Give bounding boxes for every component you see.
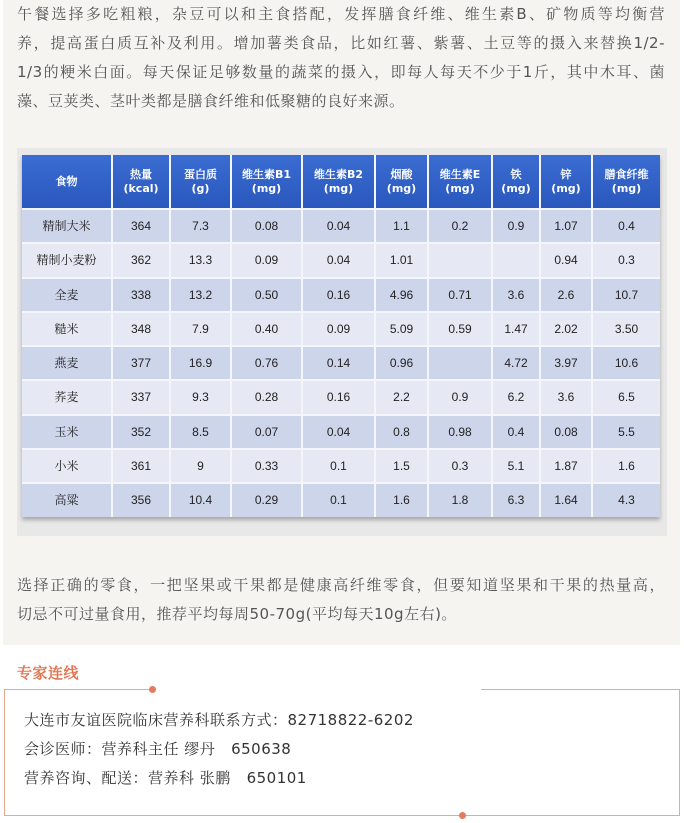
vitamin-b1-cell: 0.29 <box>232 484 301 516</box>
header-unit: (kcal) <box>123 181 159 195</box>
paragraph-line: 选择正确的零食，一把坚果或干果都是健康高纤维零食，但要知道坚果和干果的热量高， <box>17 576 665 594</box>
expert-section-title: 专家连线 <box>17 664 80 682</box>
fiber-cell: 0.3 <box>593 244 660 276</box>
niacin-cell: 1.01 <box>376 244 427 276</box>
iron-cell: 4.72 <box>493 347 539 379</box>
header-unit: (mg) <box>323 181 354 195</box>
contact-line: 大连市友谊医院临床营养科联系方式：82718822-6202 <box>24 711 414 729</box>
vitamin-b2-cell: 0.09 <box>303 313 374 345</box>
paragraph-line: 切忌不可过量食用，推荐平均每周50-70g(平均每天10g左右)。 <box>17 605 457 623</box>
frame-line-right <box>679 689 680 816</box>
fiber-cell: 10.7 <box>593 279 660 311</box>
header-unit: (mg) <box>611 181 642 195</box>
paragraph-line: 午餐选择多吃粗粮，杂豆可以和主食搭配，发挥膳食纤维、维生素B、矿物质等均衡营 <box>17 5 665 23</box>
fiber-cell: 10.6 <box>593 347 660 379</box>
table-image-frame <box>17 148 667 536</box>
header-unit: (mg) <box>386 181 417 195</box>
iron-cell: 0.9 <box>493 210 539 242</box>
protein-cell: 9.3 <box>171 381 230 413</box>
header-label: 烟酸 <box>390 167 413 181</box>
fiber-cell: 4.3 <box>593 484 660 516</box>
fiber-cell: 5.5 <box>593 416 660 448</box>
vitamin-e-cell: 0.3 <box>429 450 491 482</box>
contact-line: 会诊医师：营养科主任 缪丹 650638 <box>24 740 292 758</box>
fiber-cell: 6.5 <box>593 381 660 413</box>
zinc-cell: 0.08 <box>541 416 591 448</box>
food-name-cell: 精制大米 <box>22 210 111 242</box>
frame-line-top-left <box>4 689 152 690</box>
header-calories <box>113 155 169 208</box>
vitamin-b1-cell: 0.50 <box>232 279 301 311</box>
food-name-cell: 荞麦 <box>22 381 111 413</box>
protein-cell: 13.3 <box>171 244 230 276</box>
frame-dot-bottom <box>459 812 466 819</box>
niacin-cell: 0.96 <box>376 347 427 379</box>
food-name-cell: 精制小麦粉 <box>22 244 111 276</box>
protein-cell: 16.9 <box>171 347 230 379</box>
header-label: 热量 <box>130 167 152 181</box>
vitamin-b2-cell: 0.16 <box>303 381 374 413</box>
header-label: 锌 <box>560 167 572 181</box>
niacin-cell: 0.8 <box>376 416 427 448</box>
iron-cell <box>493 244 539 276</box>
header-unit: (g) <box>191 181 210 195</box>
fiber-cell: 0.4 <box>593 210 660 242</box>
intro-paragraph <box>17 0 665 116</box>
vitamin-b2-cell: 0.04 <box>303 210 374 242</box>
header-vitamin-b1 <box>232 155 301 208</box>
vitamin-b2-cell: 0.04 <box>303 416 374 448</box>
header-label: 蛋白质 <box>184 167 217 181</box>
food-name-cell: 全麦 <box>22 279 111 311</box>
expert-contact-info <box>24 706 414 793</box>
vitamin-e-cell: 0.98 <box>429 416 491 448</box>
protein-cell: 7.9 <box>171 313 230 345</box>
contact-line: 营养咨询、配送：营养科 张鹏 650101 <box>24 769 307 787</box>
vitamin-b2-cell: 0.14 <box>303 347 374 379</box>
calories-cell: 356 <box>113 484 169 516</box>
zinc-cell: 1.64 <box>541 484 591 516</box>
protein-cell: 9 <box>171 450 230 482</box>
iron-cell: 0.4 <box>493 416 539 448</box>
vitamin-b1-cell: 0.28 <box>232 381 301 413</box>
calories-cell: 352 <box>113 416 169 448</box>
header-protein <box>171 155 230 208</box>
vitamin-e-cell <box>429 244 491 276</box>
vitamin-b1-cell: 0.40 <box>232 313 301 345</box>
vitamin-b2-cell: 0.16 <box>303 279 374 311</box>
vitamin-e-cell <box>429 347 491 379</box>
vitamin-b1-cell: 0.09 <box>232 244 301 276</box>
paragraph-line: 藻、豆荚类、茎叶类都是膳食纤维和低聚糖的良好来源。 <box>17 92 405 110</box>
fiber-cell: 3.50 <box>593 313 660 345</box>
header-food <box>22 155 111 208</box>
vitamin-b1-cell: 0.76 <box>232 347 301 379</box>
niacin-cell: 1.1 <box>376 210 427 242</box>
food-name-cell: 燕麦 <box>22 347 111 379</box>
protein-cell: 10.4 <box>171 484 230 516</box>
vitamin-e-cell: 0.2 <box>429 210 491 242</box>
vitamin-b1-cell: 0.08 <box>232 210 301 242</box>
calories-cell: 348 <box>113 313 169 345</box>
header-fiber <box>593 155 660 208</box>
frame-dot-top <box>149 686 156 693</box>
header-vitamin-e <box>429 155 491 208</box>
paragraph-line: 养，提高蛋白质互补及利用。增加薯类食品，比如红薯、紫薯、土豆等的摄入来替换1/2- <box>17 34 665 52</box>
vitamin-e-cell: 1.8 <box>429 484 491 516</box>
iron-cell: 6.3 <box>493 484 539 516</box>
outro-paragraph <box>17 571 665 629</box>
vitamin-b2-cell: 0.04 <box>303 244 374 276</box>
header-label: 维生素B2 <box>313 167 364 181</box>
frame-line-left <box>4 689 5 816</box>
calories-cell: 338 <box>113 279 169 311</box>
calories-cell: 361 <box>113 450 169 482</box>
header-unit: (mg) <box>251 181 282 195</box>
protein-cell: 8.5 <box>171 416 230 448</box>
protein-cell: 13.2 <box>171 279 230 311</box>
food-name-cell: 小米 <box>22 450 111 482</box>
vitamin-e-cell: 0.59 <box>429 313 491 345</box>
protein-cell: 7.3 <box>171 210 230 242</box>
food-name-cell: 糙米 <box>22 313 111 345</box>
iron-cell: 3.6 <box>493 279 539 311</box>
vitamin-e-cell: 0.9 <box>429 381 491 413</box>
header-niacin <box>376 155 427 208</box>
iron-cell: 6.2 <box>493 381 539 413</box>
frame-line-top-right <box>481 689 680 690</box>
header-label: 膳食纤维 <box>604 167 649 181</box>
vitamin-e-cell: 0.71 <box>429 279 491 311</box>
header-unit: (mg) <box>501 181 531 195</box>
fiber-cell: 1.6 <box>593 450 660 482</box>
frame-line-bottom <box>4 815 680 816</box>
zinc-cell: 0.94 <box>541 244 591 276</box>
header-unit: (mg) <box>445 181 475 195</box>
header-unit: (mg) <box>551 181 581 195</box>
vitamin-b2-cell: 0.1 <box>303 484 374 516</box>
zinc-cell: 1.07 <box>541 210 591 242</box>
header-iron <box>493 155 539 208</box>
zinc-cell: 2.6 <box>541 279 591 311</box>
food-name-cell: 高粱 <box>22 484 111 516</box>
calories-cell: 337 <box>113 381 169 413</box>
vitamin-b2-cell: 0.1 <box>303 450 374 482</box>
calories-cell: 364 <box>113 210 169 242</box>
zinc-cell: 1.87 <box>541 450 591 482</box>
niacin-cell: 1.5 <box>376 450 427 482</box>
zinc-cell: 3.97 <box>541 347 591 379</box>
header-label: 维生素E <box>439 167 481 181</box>
zinc-cell: 2.02 <box>541 313 591 345</box>
header-label: 食物 <box>55 174 78 188</box>
paragraph-line: 1/3的粳米白面。每天保证足够数量的蔬菜的摄入，即每人每天不少于1斤，其中木耳、菌 <box>17 63 665 81</box>
niacin-cell: 4.96 <box>376 279 427 311</box>
vitamin-b1-cell: 0.07 <box>232 416 301 448</box>
niacin-cell: 5.09 <box>376 313 427 345</box>
niacin-cell: 1.6 <box>376 484 427 516</box>
header-vitamin-b2 <box>303 155 374 208</box>
nutrition-table <box>22 155 660 517</box>
iron-cell: 5.1 <box>493 450 539 482</box>
iron-cell: 1.47 <box>493 313 539 345</box>
vitamin-b1-cell: 0.33 <box>232 450 301 482</box>
header-label: 维生素B1 <box>241 167 292 181</box>
header-label: 铁 <box>510 167 522 181</box>
food-name-cell: 玉米 <box>22 416 111 448</box>
calories-cell: 362 <box>113 244 169 276</box>
zinc-cell: 3.6 <box>541 381 591 413</box>
calories-cell: 377 <box>113 347 169 379</box>
header-zinc <box>541 155 591 208</box>
niacin-cell: 2.2 <box>376 381 427 413</box>
